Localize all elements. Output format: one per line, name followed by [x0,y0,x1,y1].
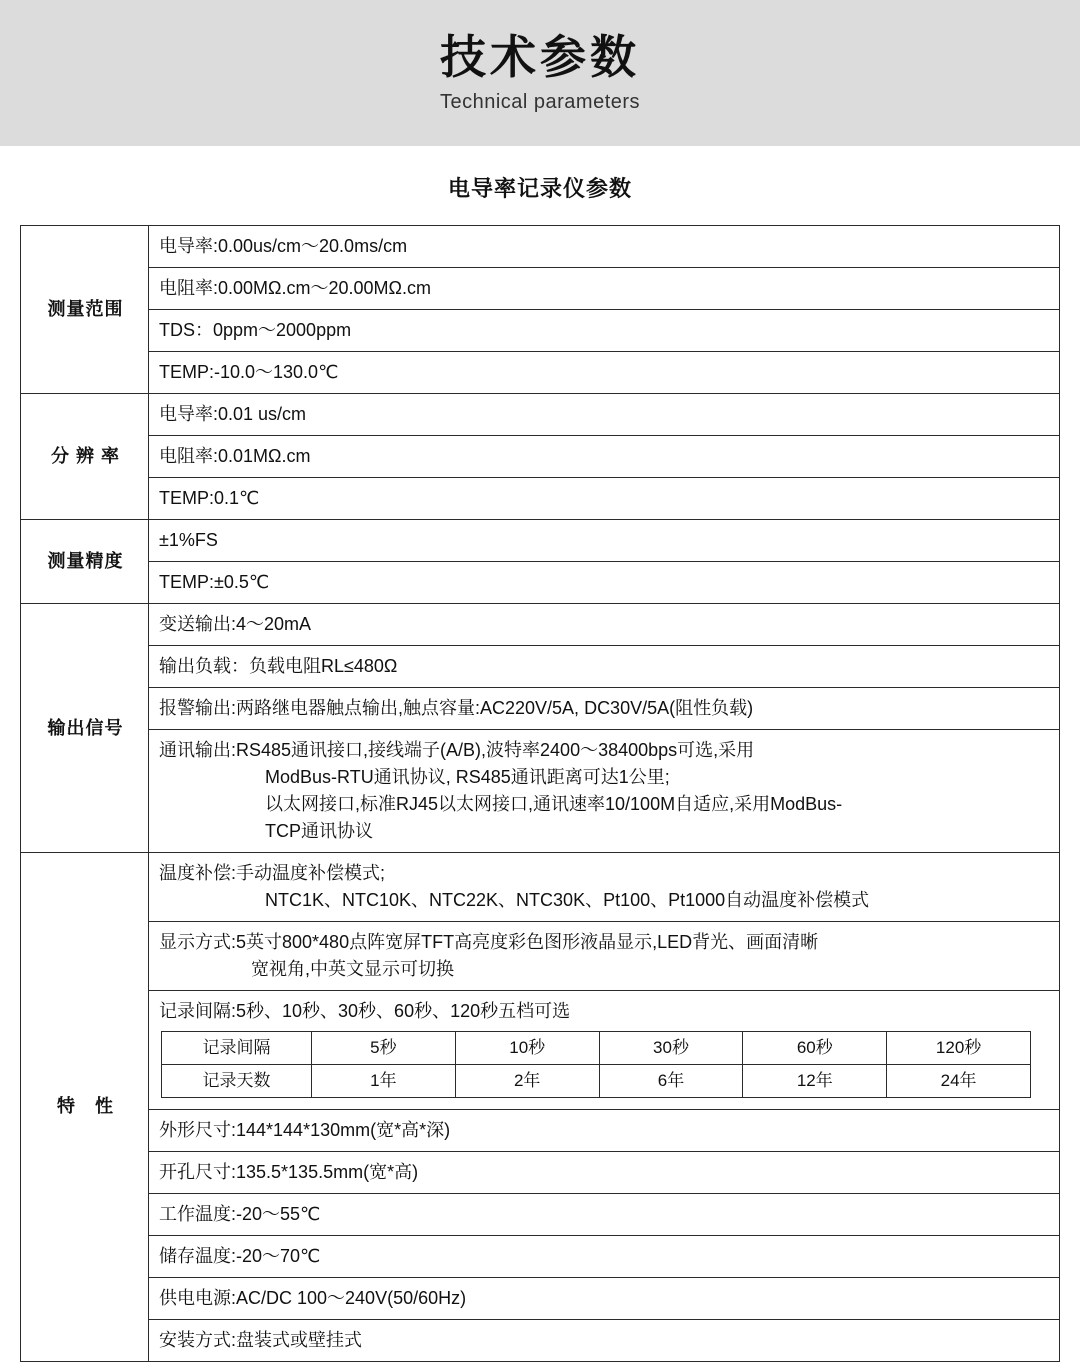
table-row [21,310,1060,352]
spec-value-record-interval [149,991,1060,1110]
spec-value-display [149,922,1060,991]
spec-value: 安装方式:盘装式或壁挂式 [149,1319,1060,1361]
temp-comp-line-2: NTC1K、NTC10K、NTC22K、NTC30K、Pt100、Pt1000自动温度补偿模式 [265,890,870,910]
section-title: 电导率记录仪参数 [447,176,632,201]
table-row [21,853,1060,922]
table-row [21,1151,1060,1193]
spec-value: 输出负载：负载电阻RL≤480Ω [149,646,1060,688]
table-row [21,922,1060,991]
table-row [21,604,1060,646]
interval-cell: 120秒 [887,1032,1031,1065]
banner-title: 技术参数 [440,31,640,84]
table-row [21,520,1060,562]
duration-cell: 24年 [887,1064,1031,1097]
record-interval-table [161,1031,1031,1098]
comm-line-4: TCP通讯协议 [265,821,373,841]
duration-cell: 2年 [455,1064,599,1097]
duration-cell: 12年 [743,1064,887,1097]
duration-row-label: 记录天数 [162,1064,312,1097]
table-row [21,352,1060,394]
table-row [21,688,1060,730]
table-row [21,226,1060,268]
table-row [21,730,1060,853]
category-measurement-range: 测量范围 [21,226,149,394]
duration-cell: 6年 [599,1064,743,1097]
spec-value: 外形尺寸:144*144*130mm(宽*高*深) [149,1109,1060,1151]
interval-cell: 30秒 [599,1032,743,1065]
spec-value: TEMP:-10.0～130.0℃ [149,352,1060,394]
spec-value-communication [149,730,1060,853]
spec-value: 储存温度:-20～70℃ [149,1235,1060,1277]
temp-comp-line-1: 温度补偿:手动温度补偿模式; [159,863,386,883]
comm-line-2: ModBus-RTU通讯协议, RS485通讯距离可达1公里; [265,767,670,787]
spec-value: TEMP:0.1℃ [149,478,1060,520]
table-row [21,1277,1060,1319]
category-output-signal: 输出信号 [21,604,149,853]
table-row [21,1193,1060,1235]
table-row [21,394,1060,436]
table-row [21,991,1060,1110]
table-row [21,436,1060,478]
category-accuracy: 测量精度 [21,520,149,604]
table-row [21,1109,1060,1151]
spec-value: 电导率:0.00us/cm～20.0ms/cm [149,226,1060,268]
table-row [21,478,1060,520]
table-row [162,1032,1031,1065]
banner-subtitle: Technical parameters [439,90,641,113]
spec-value: 工作温度:-20～55℃ [149,1193,1060,1235]
interval-row-label: 记录间隔 [162,1032,312,1065]
display-line-1: 显示方式:5英寸800*480点阵宽屏TFT高亮度彩色图形液晶显示,LED背光、画面清晰 [159,932,819,952]
display-line-2: 宽视角,中英文显示可切换 [251,959,454,979]
interval-cell: 10秒 [455,1032,599,1065]
interval-cell: 60秒 [743,1032,887,1065]
spec-value: ±1%FS [149,520,1060,562]
interval-cell: 5秒 [312,1032,456,1065]
spec-value: 供电电源:AC/DC 100～240V(50/60Hz) [149,1277,1060,1319]
record-interval-title: 记录间隔:5秒、10秒、30秒、60秒、120秒五档可选 [159,1001,571,1021]
category-resolution: 分 辨 率 [21,394,149,520]
spec-value: 电导率:0.01 us/cm [149,394,1060,436]
category-features: 特 性 [21,853,149,1362]
spec-value: 变送输出:4～20mA [149,604,1060,646]
table-row [21,646,1060,688]
table-row [21,1235,1060,1277]
spec-value: 电阻率:0.00MΩ.cm～20.00MΩ.cm [149,268,1060,310]
comm-line-3: 以太网接口,标准RJ45以太网接口,通讯速率10/100M自适应,采用ModBus- [265,794,843,814]
table-row [21,268,1060,310]
spec-value: TEMP:±0.5℃ [149,562,1060,604]
page-banner [0,0,1080,146]
spec-value: 开孔尺寸:135.5*135.5mm(宽*高) [149,1151,1060,1193]
spec-value-temp-compensation [149,853,1060,922]
spec-value: 报警输出:两路继电器触点输出,触点容量:AC220V/5A, DC30V/5A(阻性负载) [149,688,1060,730]
specification-table [20,225,1060,1362]
table-row [21,1319,1060,1361]
table-row [162,1064,1031,1097]
duration-cell: 1年 [312,1064,456,1097]
spec-value: 电阻率:0.01MΩ.cm [149,436,1060,478]
spec-value: TDS：0ppm～2000ppm [149,310,1060,352]
comm-line-1: 通讯输出:RS485通讯接口,接线端子(A/B),波特率2400～38400bps可选,采用 [159,740,755,760]
table-row [21,562,1060,604]
